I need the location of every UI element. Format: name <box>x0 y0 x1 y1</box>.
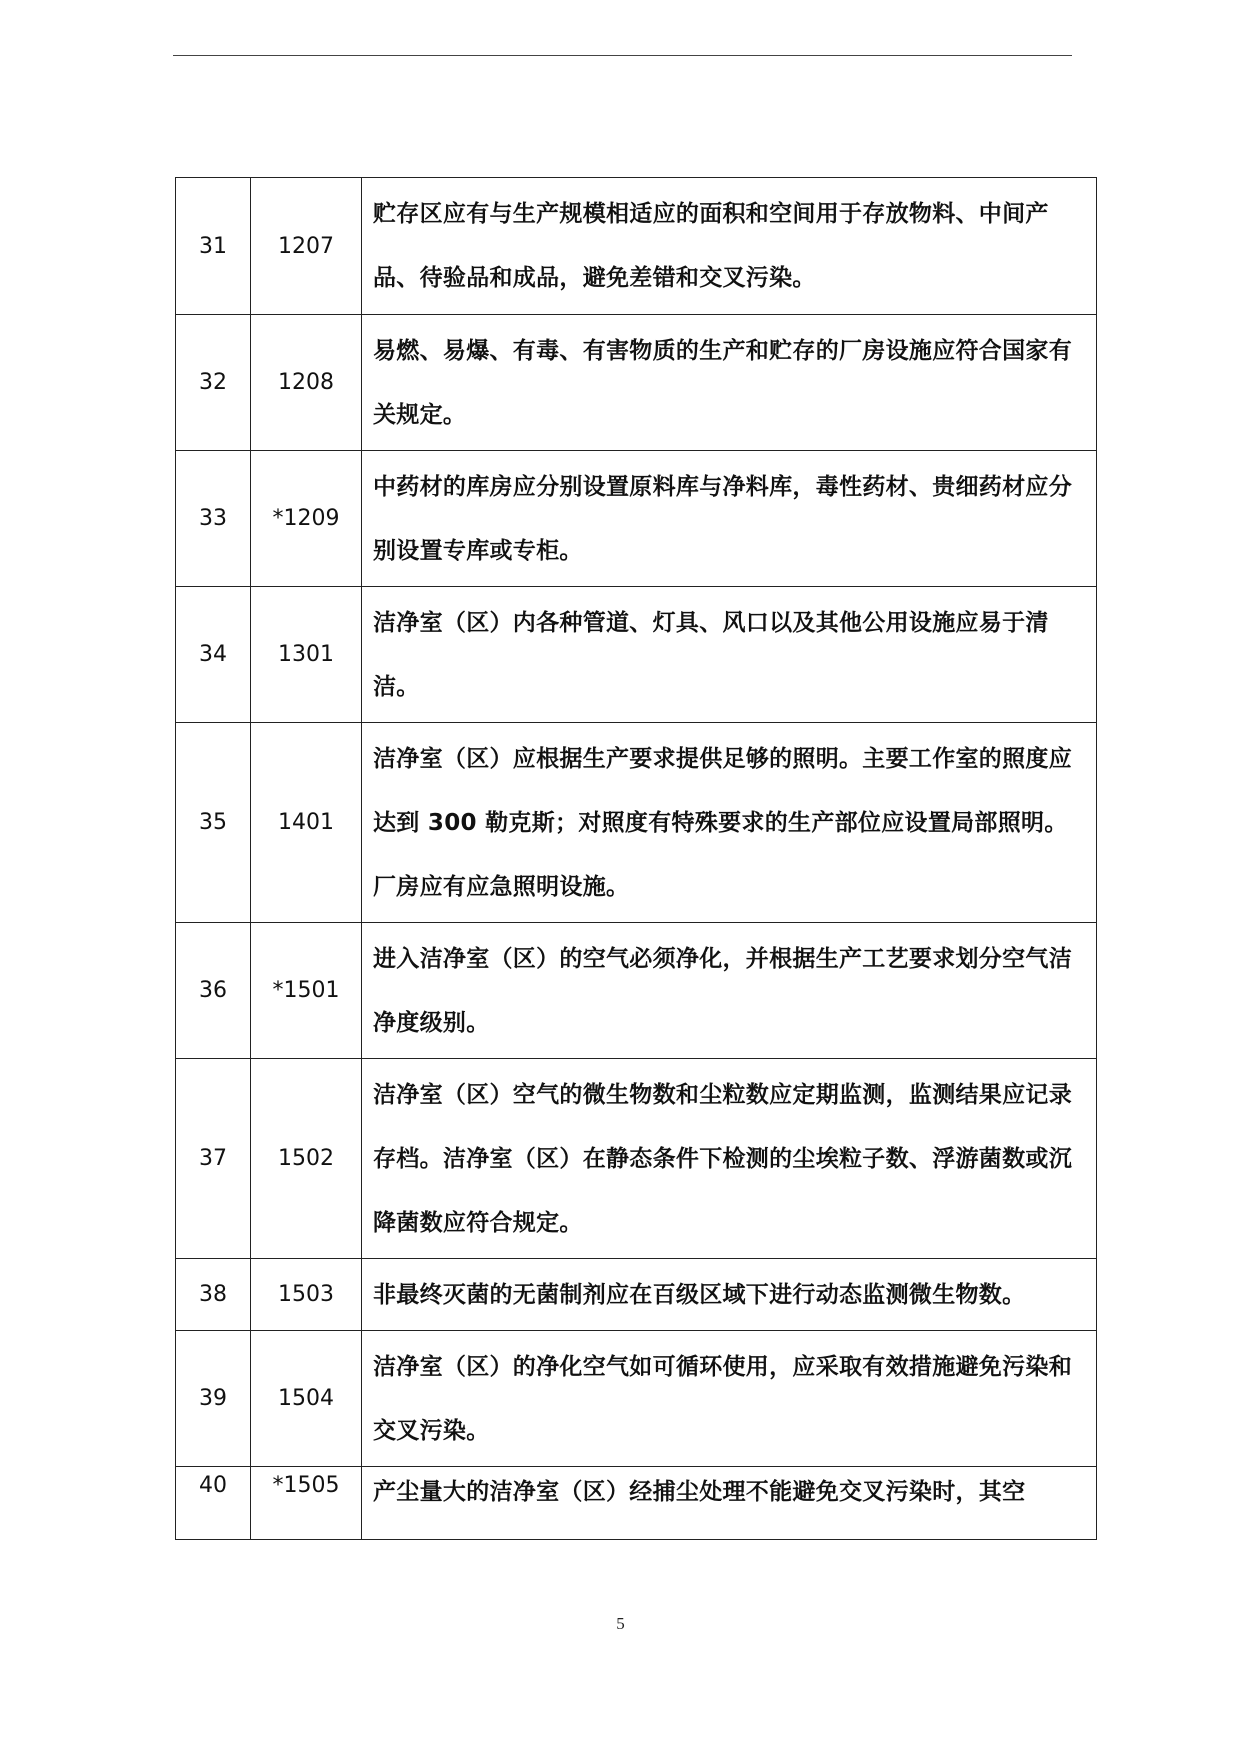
table-row <box>176 1059 1097 1259</box>
page-number: 5 <box>616 1614 625 1633</box>
row-number: 32 <box>176 315 251 451</box>
item-content: 洁净室（区）空气的微生物数和尘粒数应定期监测，监测结果应记录存档。洁净室（区）在静态条件下检测的尘埃粒子数、浮游菌数或沉降菌数应符合规定。 <box>362 1059 1097 1259</box>
item-content: 进入洁净室（区）的空气必须净化，并根据生产工艺要求划分空气洁净度级别。 <box>362 923 1097 1059</box>
item-content: 贮存区应有与生产规模相适应的面积和空间用于存放物料、中间产品、待验品和成品，避免差错和交叉污染。 <box>362 178 1097 315</box>
item-code: 1207 <box>251 178 362 315</box>
row-number: 31 <box>176 178 251 315</box>
item-code: 1503 <box>251 1259 362 1331</box>
item-content: 易燃、易爆、有毒、有害物质的生产和贮存的厂房设施应符合国家有关规定。 <box>362 315 1097 451</box>
table-row <box>176 1259 1097 1331</box>
table-row <box>176 1331 1097 1467</box>
row-number: 38 <box>176 1259 251 1331</box>
row-number: 34 <box>176 587 251 723</box>
row-number: 36 <box>176 923 251 1059</box>
row-number: 35 <box>176 723 251 923</box>
table-row <box>176 1467 1097 1540</box>
item-content: 非最终灭菌的无菌制剂应在百级区域下进行动态监测微生物数。 <box>362 1259 1097 1331</box>
row-number: 40 <box>176 1467 251 1540</box>
table-row <box>176 178 1097 315</box>
item-code: *1209 <box>251 451 362 587</box>
item-code: 1301 <box>251 587 362 723</box>
table-row <box>176 315 1097 451</box>
row-number: 37 <box>176 1059 251 1259</box>
row-number: 33 <box>176 451 251 587</box>
header-rule <box>173 55 1072 56</box>
inspection-items-table <box>175 177 1097 1540</box>
item-content: 洁净室（区）内各种管道、灯具、风口以及其他公用设施应易于清洁。 <box>362 587 1097 723</box>
table-row <box>176 451 1097 587</box>
table-row <box>176 587 1097 723</box>
table-row <box>176 923 1097 1059</box>
item-content: 中药材的库房应分别设置原料库与净料库，毒性药材、贵细药材应分别设置专库或专柜。 <box>362 451 1097 587</box>
row-number: 39 <box>176 1331 251 1467</box>
item-content: 产尘量大的洁净室（区）经捕尘处理不能避免交叉污染时，其空 <box>362 1467 1097 1540</box>
item-code: 1208 <box>251 315 362 451</box>
item-code: 1401 <box>251 723 362 923</box>
item-content: 洁净室（区）的净化空气如可循环使用，应采取有效措施避免污染和交叉污染。 <box>362 1331 1097 1467</box>
item-code: 1504 <box>251 1331 362 1467</box>
item-code: *1505 <box>251 1467 362 1540</box>
table-row <box>176 723 1097 923</box>
item-code: *1501 <box>251 923 362 1059</box>
item-content: 洁净室（区）应根据生产要求提供足够的照明。主要工作室的照度应达到 300 勒克斯；对照度有特殊要求的生产部位应设置局部照明。厂房应有应急照明设施。 <box>362 723 1097 923</box>
item-code: 1502 <box>251 1059 362 1259</box>
